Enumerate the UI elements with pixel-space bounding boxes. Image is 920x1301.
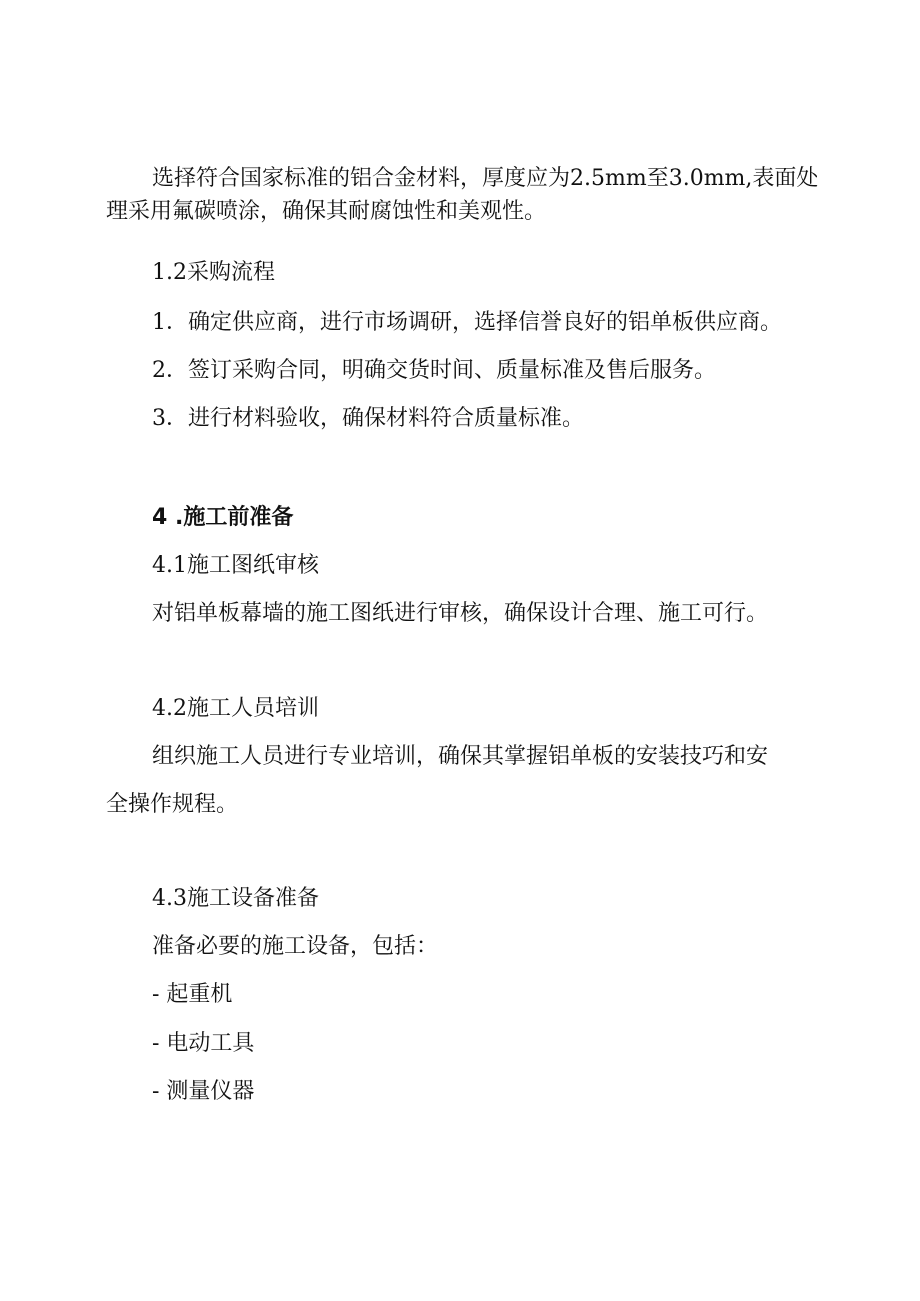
section-4-2-heading: 4.2施工人员培训 xyxy=(152,696,319,721)
section-4-3-heading: 4.3施工设备准备 xyxy=(152,886,319,911)
intro-paragraph-line-2: 理采用氟碳喷涂，确保其耐腐蚀性和美观性。 xyxy=(106,199,547,224)
procurement-step-1: 1．确定供应商，进行市场调研，选择信誉良好的铝单板供应商。 xyxy=(152,310,782,335)
intro-paragraph-line-1: 选择符合国家标准的铝合金材料，厚度应为2.5mm至3.0mm,表面处 xyxy=(152,166,819,191)
equipment-item: - 测量仪器 xyxy=(152,1079,255,1104)
section-1-2-heading: 1.2采购流程 xyxy=(152,260,275,285)
section-4-3-body: 准备必要的施工设备，包括： xyxy=(152,934,439,959)
section-4-2-body-line-2: 全操作规程。 xyxy=(106,792,239,817)
section-4-2-body-line-1: 组织施工人员进行专业培训，确保其掌握铝单板的安装技巧和安 xyxy=(152,744,769,769)
section-4-1-heading: 4.1施工图纸审核 xyxy=(152,553,319,578)
section-4-heading: 4 .施工前准备 xyxy=(152,505,294,530)
equipment-item: - 起重机 xyxy=(152,982,233,1007)
procurement-step-3: 3．进行材料验收，确保材料符合质量标准。 xyxy=(152,406,584,431)
equipment-item: - 电动工具 xyxy=(152,1031,255,1056)
section-4-1-body: 对铝单板幕墙的施工图纸进行审核，确保设计合理、施工可行。 xyxy=(152,601,769,626)
procurement-step-2: 2．签订采购合同，明确交货时间、质量标准及售后服务。 xyxy=(152,358,716,383)
